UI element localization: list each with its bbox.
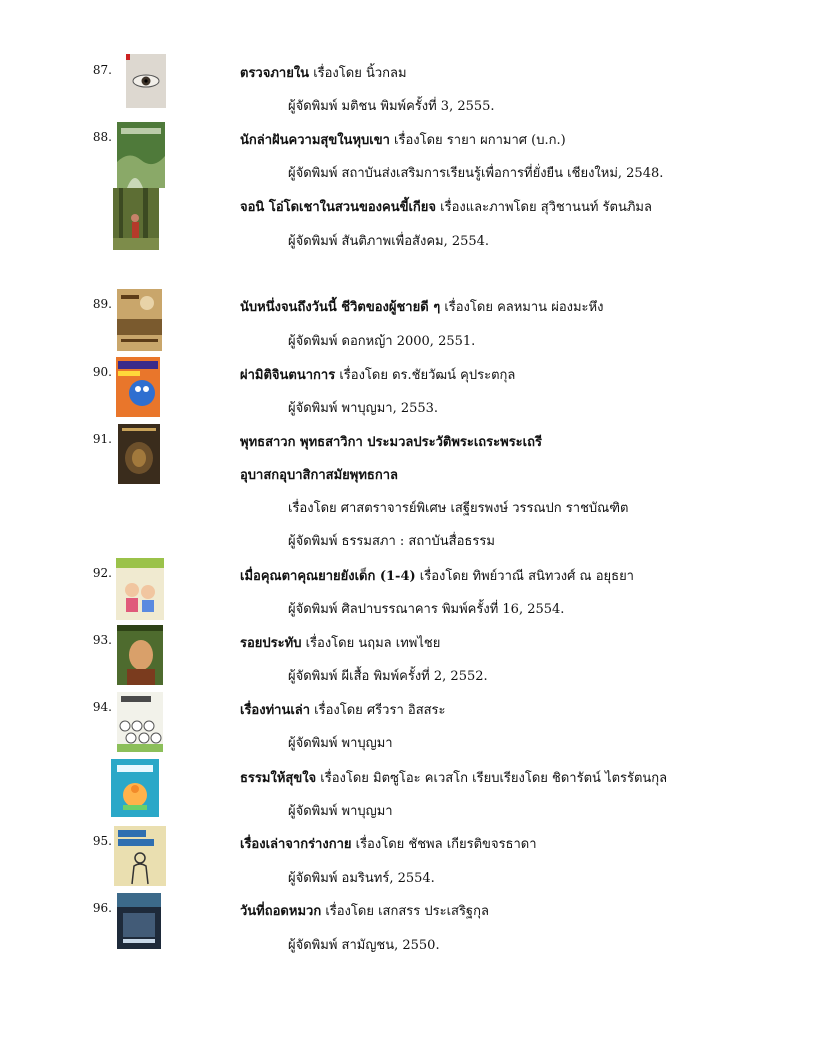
entry-line [240,632,440,653]
publisher-line: ผู้จัดพิมพ์ ผีเสื้อ พิมพ์ครั้งที่ 2, 2552. [288,669,488,684]
entry-line [240,565,634,586]
book-title: พุทธสาวก พุทธสาวิกา ประมวลประวัติพระเถระพระเถรี [240,435,542,450]
entry-number: 90. [92,365,112,379]
book-author: เรื่องโดย นฤมล เทพไชย [301,636,441,651]
publisher-line: ผู้จัดพิมพ์ สันติภาพเพื่อสังคม, 2554. [288,234,490,249]
entry-line [240,62,407,83]
entry-number: 95. [92,834,112,848]
entry-number: 91. [92,432,112,446]
publisher-line: ผู้จัดพิมพ์ สามัญชน, 2550. [288,938,440,953]
book-cover-image [117,893,161,949]
book-title: ธรรมให้สุขใจ [240,771,317,786]
entry-line [240,900,489,921]
entry-number: 87. [92,63,112,77]
entry-number: 89. [92,297,112,311]
book-cover-image [117,122,165,188]
entry-line [240,699,446,720]
entry-line [240,296,603,317]
book-author: เรื่องและภาพโดย สุวิชานนท์ รัตนภิมล [436,200,652,215]
book-cover-image [114,826,166,886]
entry-line [240,431,542,452]
book-title: รอยประทับ [240,636,302,651]
book-cover-image [117,289,162,351]
book-author: เรื่องโดย ทิพย์วาณี สนิทวงศ์ ณ อยุธยา [415,569,634,584]
book-author: เรื่องโดย รายา ผกามาศ (บ.ก.) [389,133,566,148]
book-author: เรื่องโดย มิตซูโอะ คเวสโก เรียบเรียงโดย ชิดารัตน์ ไตรรัตนกุล [316,771,668,786]
book-title: วันที่ถอดหมวก [240,904,322,919]
book-cover-image [126,54,166,108]
publisher-line: ผู้จัดพิมพ์ สถาบันส่งเสริมการเรียนรู้เพื่อการที่ยั่งยืน เชียงใหม่, 2548. [288,166,664,181]
book-title: ตรวจภายใน [240,66,310,81]
book-cover-image [116,558,164,620]
book-cover-image [111,759,159,817]
entry-line [240,767,667,788]
book-author: เรื่องโดย เสกสรร ประเสริฐกุล [321,904,489,919]
entry-line [240,833,537,854]
book-author: เรื่องโดย คลหมาน ผ่องมะหึง [440,300,604,315]
book-title: เมื่อคุณตาคุณยายยังเด็ก (1-4) [240,569,416,584]
book-title: จอนิ โอ่โดเชาในสวนของคนขี้เกียจ [240,200,437,215]
entry-line [240,364,515,385]
book-cover-image [117,692,163,752]
entry-number: 94. [92,700,112,714]
entry-number: 88. [92,130,112,144]
book-cover-image [117,625,163,685]
book-author: เรื่องโดย ดร.ชัยวัฒน์ คุประตกุล [335,368,516,383]
publisher-line: ผู้จัดพิมพ์ ศิลปาบรรณาคาร พิมพ์ครั้งที่ 16, 2554. [288,602,565,617]
book-author: เรื่องโดย นิ้วกลม [309,66,407,81]
book-author: เรื่องโดย ศรีวรา อิสสระ [310,703,446,718]
entry-number: 96. [92,901,112,915]
book-cover-image [113,188,159,250]
publisher-line: ผู้จัดพิมพ์ อมรินทร์, 2554. [288,871,435,886]
entry-number: 93. [92,633,112,647]
book-cover-image [116,357,160,417]
book-cover-image [118,424,160,484]
publisher-line: ผู้จัดพิมพ์ ดอกหญ้า 2000, 2551. [288,334,476,349]
book-title: นักล่าฝันความสุขในหุบเขา [240,133,390,148]
book-title: เรื่องท่านเล่า [240,703,311,718]
author-line: เรื่องโดย ศาสตราจารย์พิเศษ เสฐียรพงษ์ วรรณปก ราชบัณฑิต [288,501,629,516]
entry-line [240,196,652,217]
book-author: เรื่องโดย ชัชพล เกียรติขจรธาดา [351,837,537,852]
publisher-line: ผู้จัดพิมพ์ พาบุญมา [288,736,393,751]
book-title: ผ่ามิติจินตนาการ [240,368,336,383]
publisher-line: ผู้จัดพิมพ์ พาบุญมา, 2553. [288,401,439,416]
entry-line [240,129,566,150]
publisher-line: ผู้จัดพิมพ์ พาบุญมา [288,804,393,819]
publisher-line: ผู้จัดพิมพ์ มติชน พิมพ์ครั้งที่ 3, 2555. [288,99,495,114]
publisher-line: ผู้จัดพิมพ์ ธรรมสภา : สถาบันสื่อธรรม [288,534,495,549]
book-title: นับหนึ่งจนถึงวันนี้ ชีวิตของผู้ชายดี ๆ [240,300,441,315]
entry-number: 92. [92,566,112,580]
book-title-continued: อุบาสกอุบาสิกาสมัยพุทธกาล [240,468,398,483]
book-title: เรื่องเล่าจากร่างกาย [240,837,352,852]
